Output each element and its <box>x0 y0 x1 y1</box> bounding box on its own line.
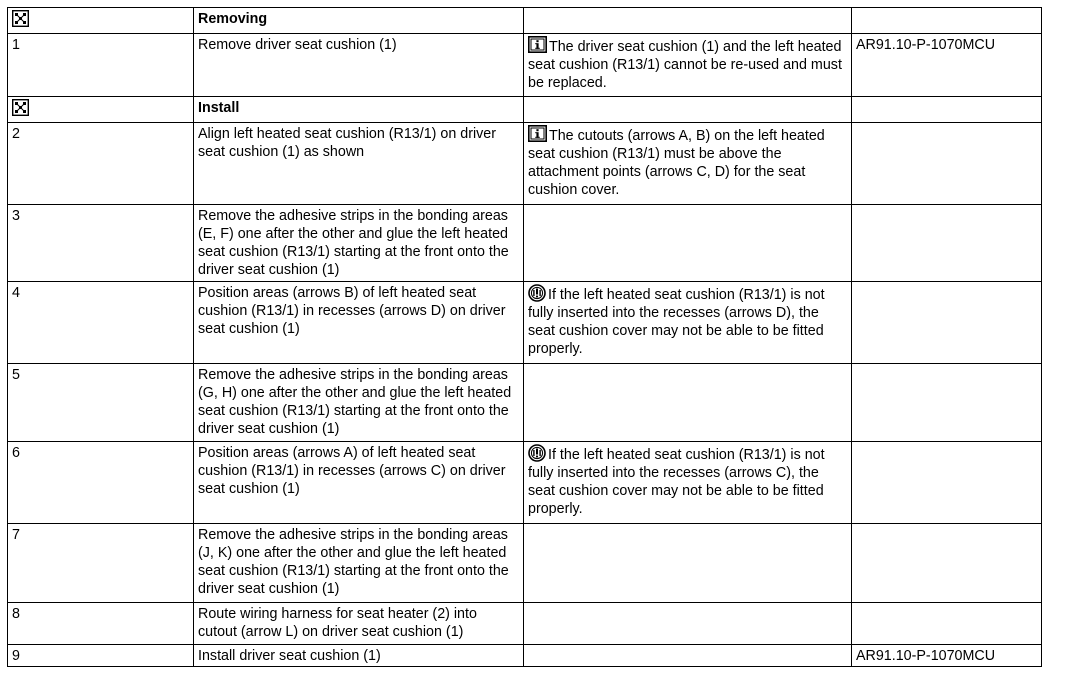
caution-icon <box>528 444 546 462</box>
section-title-removing: Removing <box>194 8 524 34</box>
step-reference-link[interactable] <box>852 442 1042 524</box>
caution-icon <box>528 284 546 302</box>
step-number: 8 <box>8 603 194 645</box>
step-note <box>524 603 852 645</box>
step-note <box>524 645 852 667</box>
step-number: 4 <box>8 282 194 364</box>
step-reference-link[interactable] <box>852 123 1042 205</box>
step-reference-link[interactable] <box>852 364 1042 442</box>
step-text: Align left heated seat cushion (R13/1) on driver seat cushion (1) as shown <box>194 123 524 205</box>
section-icon-cell <box>8 8 194 34</box>
table-row <box>8 524 1042 603</box>
table-row <box>8 364 1042 442</box>
step-note-text: The driver seat cushion (1) and the left heated seat cushion (R13/1) cannot be re-used and must be replaced. <box>528 39 842 91</box>
step-note <box>524 205 852 282</box>
step-text: Remove driver seat cushion (1) <box>194 34 524 97</box>
step-text: Route wiring harness for seat heater (2) into cutout (arrow L) on driver seat cushion (1) <box>194 603 524 645</box>
step-number: 1 <box>8 34 194 97</box>
section-icon-cell <box>8 97 194 123</box>
empty-cell <box>524 97 852 123</box>
step-note <box>524 442 852 524</box>
step-number: 9 <box>8 645 194 667</box>
step-number: 3 <box>8 205 194 282</box>
step-note <box>524 123 852 205</box>
table-row <box>8 603 1042 645</box>
table-row <box>8 34 1042 97</box>
step-text: Remove the adhesive strips in the bonding areas (G, H) one after the other and glue the left heated seat cushion (R13/1) starting at the front onto the driver seat cushion (1) <box>194 364 524 442</box>
step-number: 7 <box>8 524 194 603</box>
step-number: 5 <box>8 364 194 442</box>
step-text: Install driver seat cushion (1) <box>194 645 524 667</box>
table-row <box>8 645 1042 667</box>
step-note-text: The cutouts (arrows A, B) on the left heated seat cushion (R13/1) must be above the attachment points (arrows C, D) for the seat cushion cover. <box>528 128 825 198</box>
step-reference-link[interactable]: AR91.10-P-1070MCU <box>852 645 1042 667</box>
step-note <box>524 364 852 442</box>
section-header-row-install <box>8 97 1042 123</box>
empty-cell <box>852 8 1042 34</box>
procedure-table <box>7 7 1042 667</box>
step-reference-link[interactable] <box>852 524 1042 603</box>
step-text: Remove the adhesive strips in the bonding areas (E, F) one after the other and glue the left heated seat cushion (R13/1) starting at the front onto the driver seat cushion (1) <box>194 205 524 282</box>
section-title-install: Install <box>194 97 524 123</box>
step-note-text: If the left heated seat cushion (R13/1) is not fully inserted into the recesses (arrows D), the seat cushion cover may not be able to be fitted properly. <box>528 287 825 357</box>
step-reference-link[interactable] <box>852 205 1042 282</box>
table-row <box>8 123 1042 205</box>
table-row <box>8 205 1042 282</box>
section-header-row-removing <box>8 8 1042 34</box>
empty-cell <box>852 97 1042 123</box>
step-note-text: If the left heated seat cushion (R13/1) is not fully inserted into the recesses (arrows C), the seat cushion cover may not be able to be fitted properly. <box>528 447 825 517</box>
step-number: 2 <box>8 123 194 205</box>
step-reference-link[interactable] <box>852 282 1042 364</box>
info-icon <box>528 125 547 142</box>
table-row <box>8 282 1042 364</box>
step-reference-link[interactable] <box>852 603 1042 645</box>
step-number: 6 <box>8 442 194 524</box>
work-step-icon <box>12 99 29 116</box>
table-row <box>8 442 1042 524</box>
step-note <box>524 34 852 97</box>
work-step-icon <box>12 10 29 27</box>
step-note <box>524 524 852 603</box>
info-icon <box>528 36 547 53</box>
step-reference-link[interactable]: AR91.10-P-1070MCU <box>852 34 1042 97</box>
step-text: Position areas (arrows A) of left heated seat cushion (R13/1) in recesses (arrows C) on driver seat cushion (1) <box>194 442 524 524</box>
step-text: Position areas (arrows B) of left heated seat cushion (R13/1) in recesses (arrows D) on driver seat cushion (1) <box>194 282 524 364</box>
step-text: Remove the adhesive strips in the bonding areas (J, K) one after the other and glue the left heated seat cushion (R13/1) starting at the front onto the driver seat cushion (1) <box>194 524 524 603</box>
step-note <box>524 282 852 364</box>
empty-cell <box>524 8 852 34</box>
